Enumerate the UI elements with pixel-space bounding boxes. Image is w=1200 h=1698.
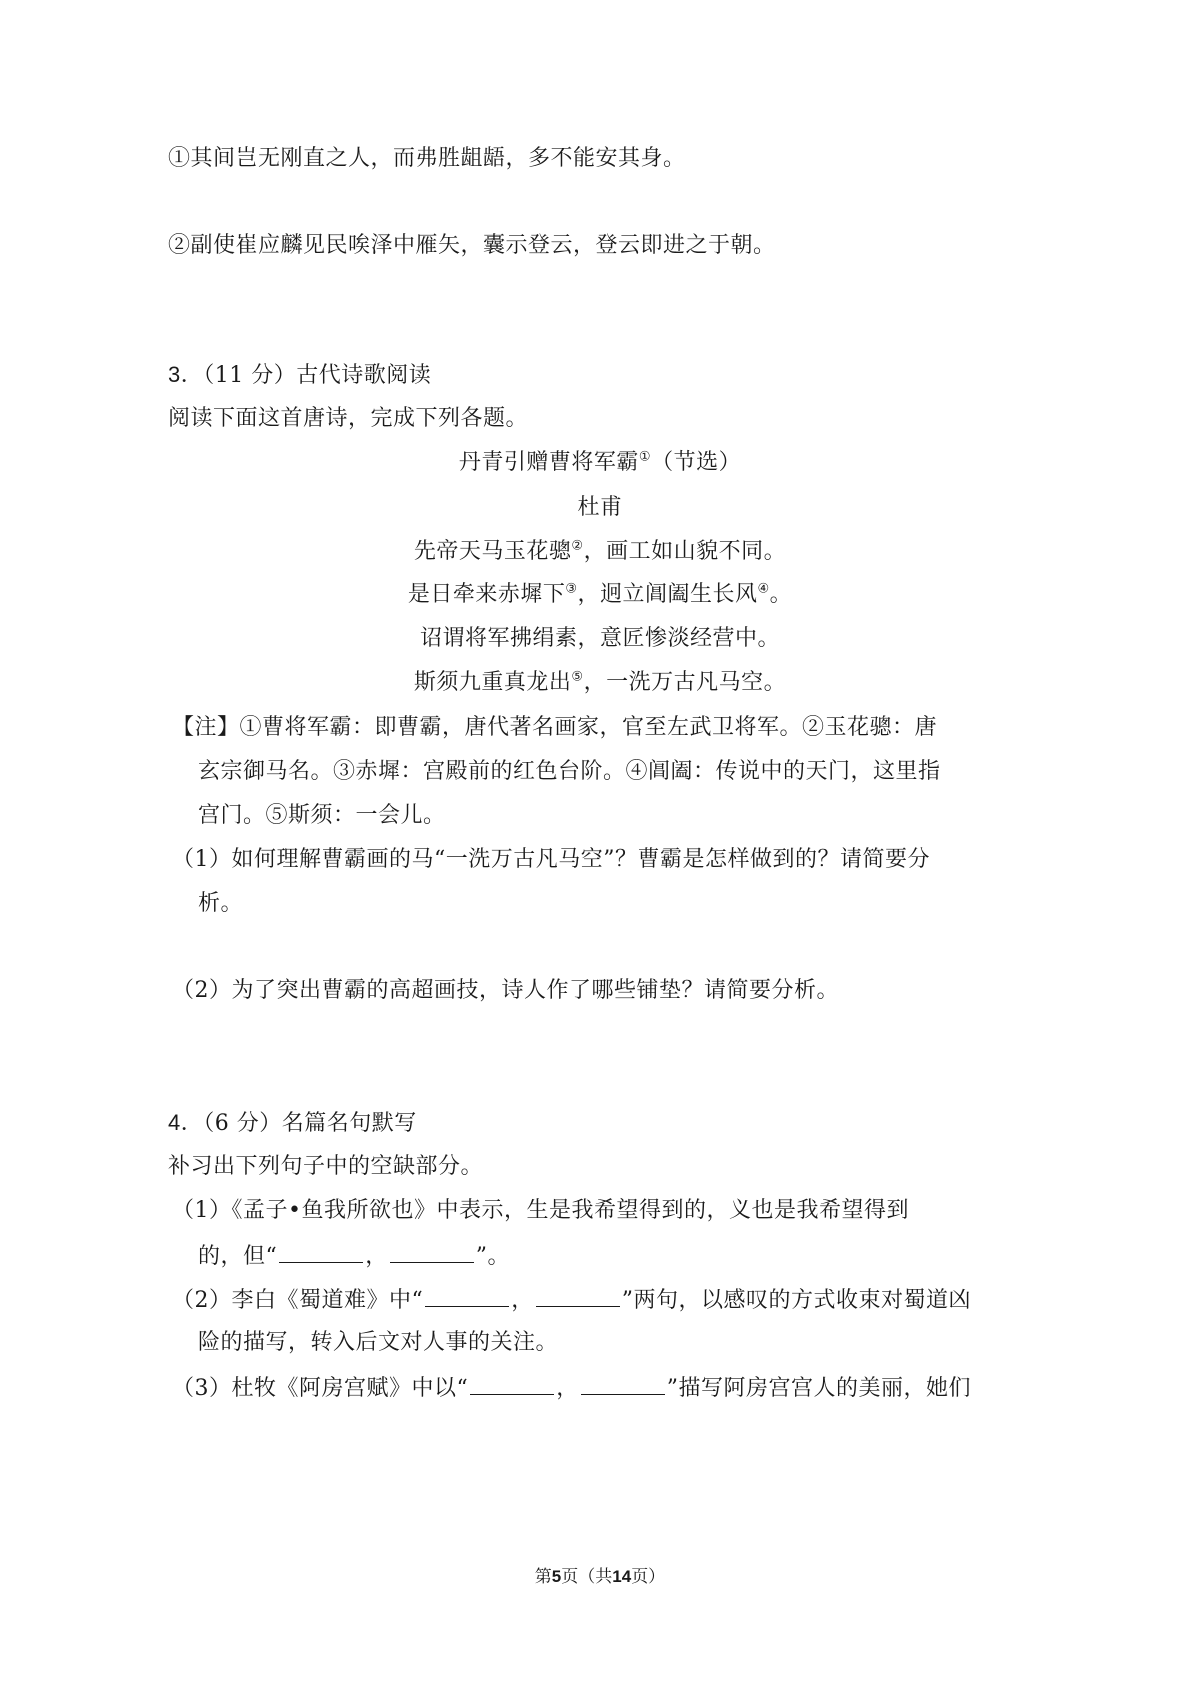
q4-sub2-line-2: 险的描写，转入后文对人事的关注。 [198,1330,559,1355]
q3-header-text: （11 分）古代诗歌阅读 [203,363,432,388]
answer-blank[interactable] [425,1284,509,1307]
answer-blank[interactable] [390,1240,474,1263]
q4-sub1-line-2 [198,1240,510,1272]
q4-sub2-line-1 [172,1284,971,1316]
poem-line-2-a: 是日牵来赤墀下 [407,582,566,607]
q4-sub2-text-b: ”两句，以感叹的方式收束对蜀道凶 [621,1288,972,1313]
footer-total-pages: 14 [612,1567,632,1586]
prev-item-1: ①其间岂无刚直之人，而弗胜龃龉，多不能安其身。 [168,146,686,171]
poem-line-4-b: ，一洗万古凡马空。 [583,670,787,695]
q4-instruction: 补习出下列句子中的空缺部分。 [168,1154,484,1179]
q4-number: 4． [168,1110,204,1135]
poem-title-text: 丹青引赠曹将军霸 [458,450,639,475]
page-footer [0,1565,1200,1589]
poem-line-1-b: ，画工如山貌不同。 [583,539,787,564]
poem-line-2-b: ，迥立阊阖生长风 [577,582,758,607]
poem-line-2-mark: ③ [565,581,578,597]
poem-note-line-2: 玄宗御马名。③赤墀：宫殿前的红色台阶。④阊阖：传说中的天门，这里指 [198,759,941,784]
poem-note-line-3: 宫门。⑤斯须：一会儿。 [198,803,446,828]
q4-sub3-sep: ， [556,1376,579,1401]
poem-title-footnote-mark: ① [638,449,652,465]
poem-title [0,448,1200,478]
q4-header [168,1108,417,1139]
footer-suffix: 页） [631,1567,666,1587]
q4-sub1-sep: ， [365,1244,388,1269]
q4-sub1-line-1: （1）《孟子•鱼我所欲也》中表示，生是我希望得到的，义也是我希望得到 [172,1198,909,1223]
footer-prefix: 第 [534,1567,552,1587]
answer-blank[interactable] [470,1372,554,1395]
poem-line-2-mark-2: ④ [757,581,770,597]
poem-line-1 [0,537,1200,567]
footer-page-number: 5 [551,1567,562,1586]
q3-sub2: （2）为了突出曹霸的高超画技，诗人作了哪些铺垫？请简要分析。 [172,978,839,1003]
q4-sub3-text-b: ”描写阿房宫宫人的美丽，她们 [666,1376,972,1401]
q4-sub2-sep: ， [511,1288,534,1313]
poem-line-3: 诏谓将军拂绢素，意匠惨淡经营中。 [419,626,780,651]
poem-line-4-mark: ⑤ [571,669,584,685]
poem-line-2 [0,580,1200,610]
q3-sub1-line-2: 析。 [198,891,244,916]
q4-sub3-line-1 [172,1372,971,1404]
q4-header-text: （6 分）名篇名句默写 [203,1111,417,1136]
poem-line-1-a: 先帝天马玉花骢 [413,539,572,564]
answer-blank[interactable] [536,1284,620,1307]
poem-line-4 [0,668,1200,698]
poem-note-line-1: 【注】①曹将军霸：即曹霸，唐代著名画家，官至左武卫将军。②玉花骢：唐 [172,715,938,740]
poem-line-1-mark: ② [571,538,584,554]
q4-sub1-text-a: 的，但“ [198,1244,278,1269]
footer-middle: 页（共 [561,1567,613,1587]
answer-blank[interactable] [581,1372,665,1395]
prev-item-2: ②副使崔应麟见民唉泽中雁矢，囊示登云，登云即进之于朝。 [168,233,776,258]
q3-number: 3． [168,362,204,387]
q4-sub1-text-b: ”。 [475,1244,511,1269]
q4-sub2-text-a: （2）李白《蜀道难》中“ [172,1288,424,1313]
poem-title-suffix: （节选） [651,450,742,475]
poem-line-2-c: 。 [769,582,793,607]
poem-author: 杜甫 [577,495,623,520]
answer-blank[interactable] [279,1240,363,1263]
q4-sub3-text-a: （3）杜牧《阿房宫赋》中以“ [172,1376,469,1401]
q3-sub1-line-1: （1）如何理解曹霸画的马“一洗万古凡马空”？曹霸是怎样做到的？请简要分 [172,847,930,872]
q3-header [168,360,431,391]
poem-line-4-a: 斯须九重真龙出 [413,670,572,695]
q3-instruction: 阅读下面这首唐诗，完成下列各题。 [168,406,529,431]
